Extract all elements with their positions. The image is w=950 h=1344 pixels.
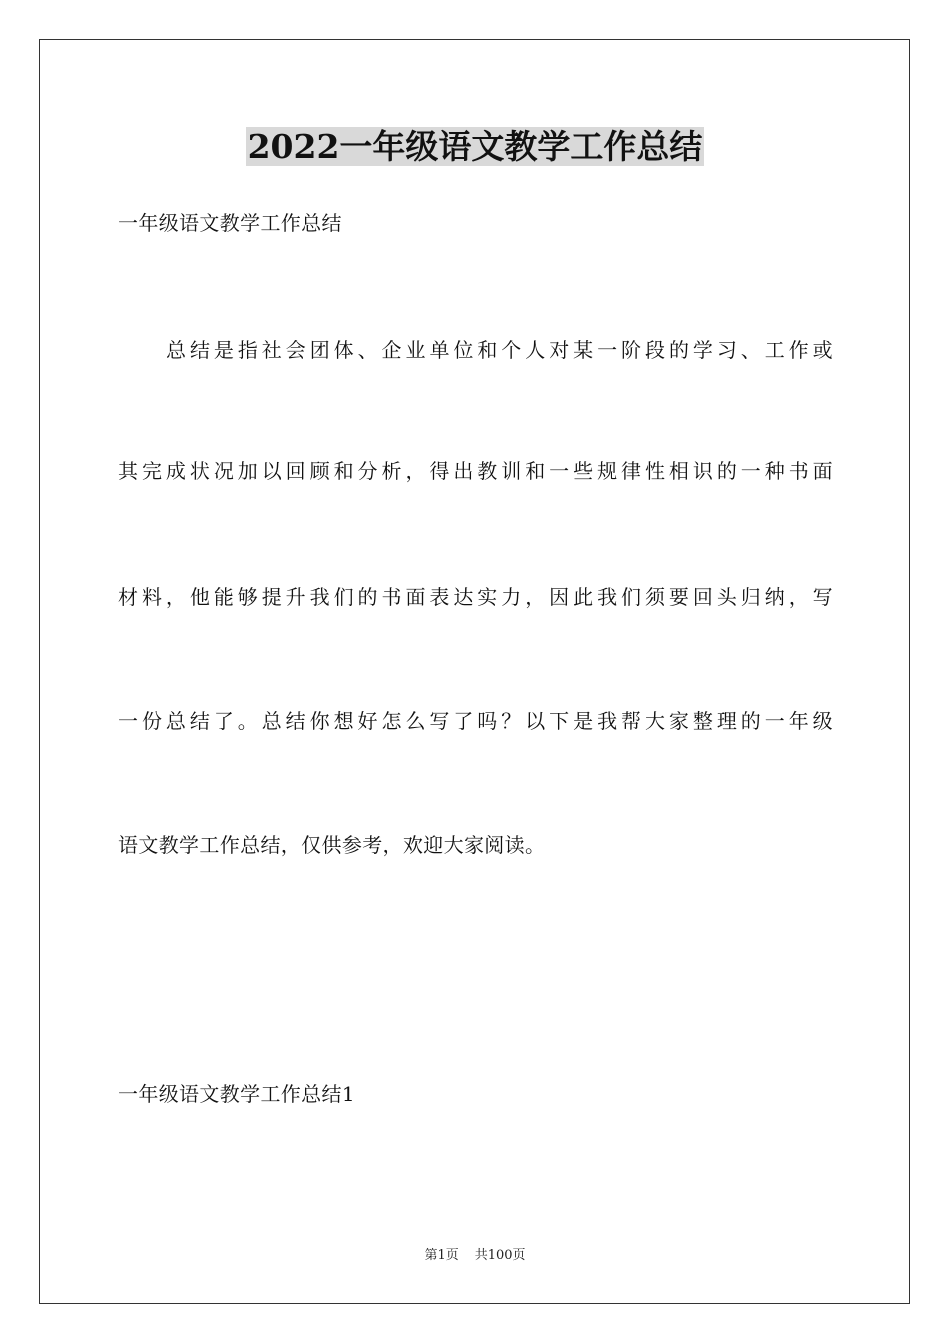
section-heading: 一年级语文教学工作总结1 [118,1082,355,1106]
page-number: 第1页 [424,1248,459,1263]
page-total: 共100页 [474,1248,526,1263]
page-footer [0,1247,950,1265]
paragraph-line: 一份总结了。总结你想好怎么写了吗？以下是我帮大家整理的一年级 [118,709,833,733]
document-title-text: 2022一年级语文教学工作总结 [247,127,703,166]
document-subtitle: 一年级语文教学工作总结 [118,211,342,235]
paragraph-line: 其完成状况加以回顾和分析，得出教训和一些规律性相识的一种书面 [118,459,833,483]
paragraph-line: 材料，他能够提升我们的书面表达实力，因此我们须要回头归纳，写 [118,585,833,609]
document-title [0,125,950,169]
paragraph-line: 总结是指社会团体、企业单位和个人对某一阶段的学习、工作或 [166,338,833,362]
paragraph-line: 语文教学工作总结，仅供参考，欢迎大家阅读。 [118,833,546,857]
